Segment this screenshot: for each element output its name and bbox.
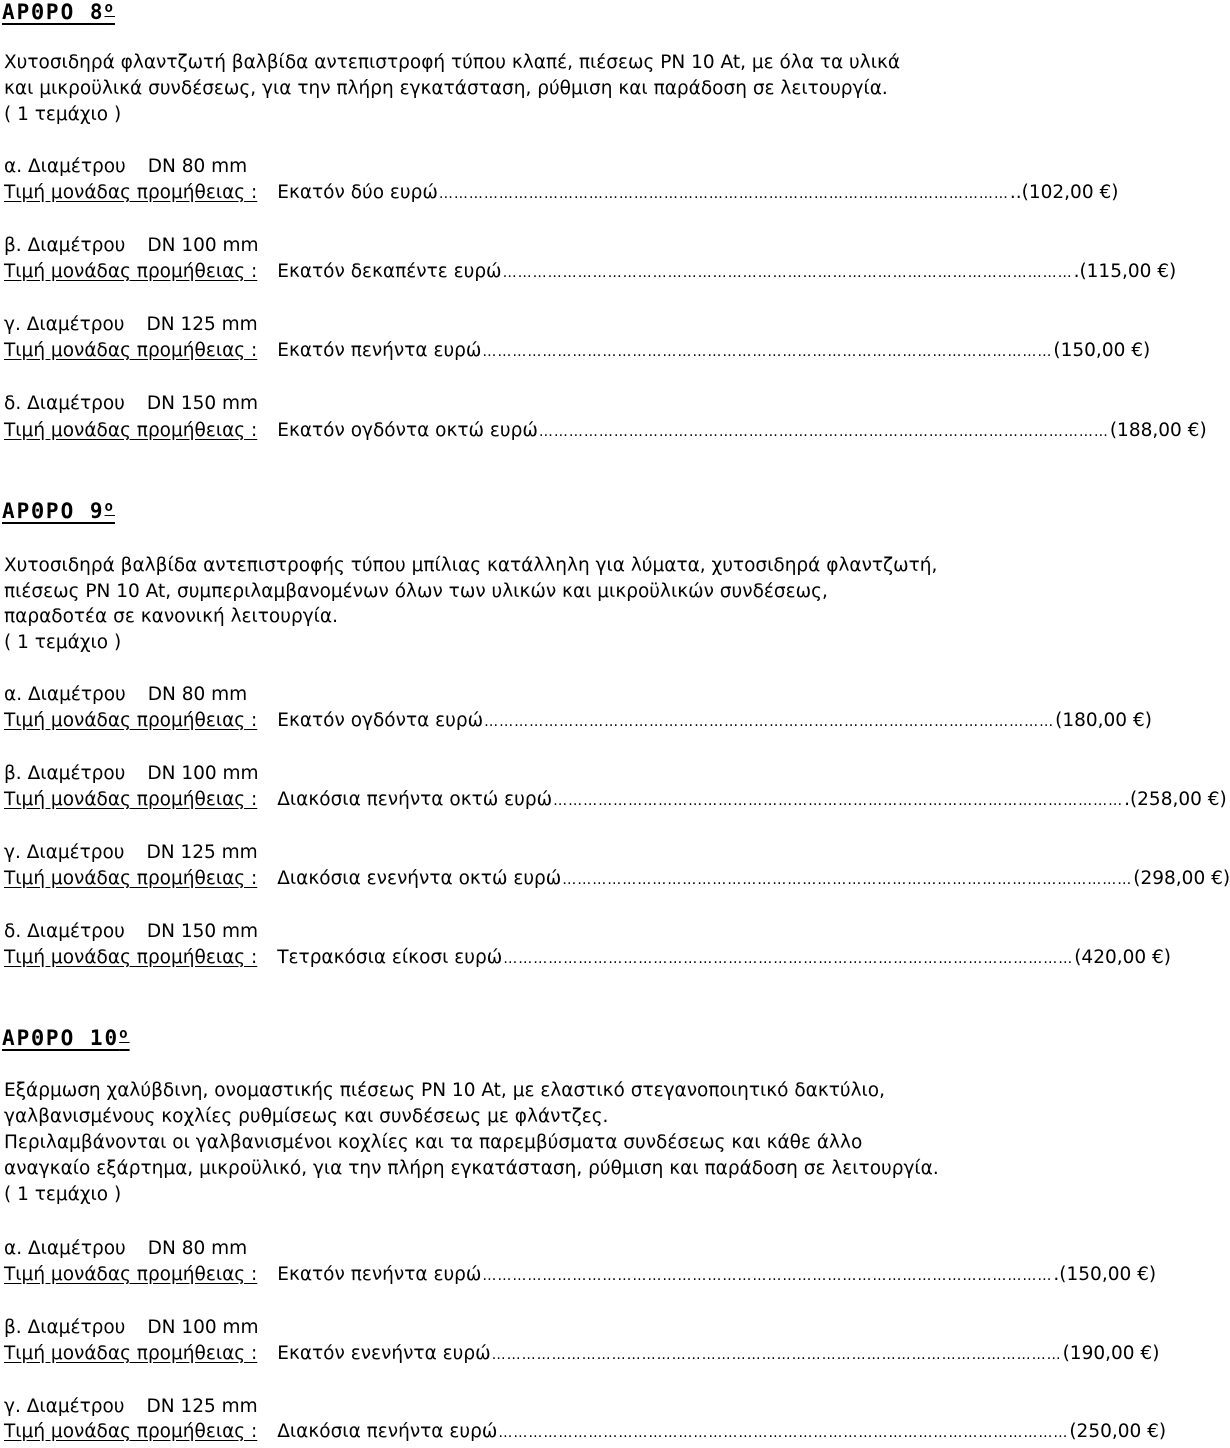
item-diameter: α. Διαμέτρου DN 80 mm [4, 156, 248, 177]
price-amount: (420,00 €) [1074, 947, 1172, 968]
unit-price-label: Τιμή μονάδας προμήθειας : [4, 340, 258, 361]
item-diameter: δ. Διαμέτρου DN 150 mm [4, 921, 259, 942]
price-in-words: Εκατόν ογδόντα ευρώ [277, 710, 484, 731]
article-description-line: και μικροϋλικά συνδέσεως, για την πλήρη εγκατάσταση, ρύθμιση και παράδοση σε λειτουργία. [4, 78, 888, 99]
unit-price-label: Τιμή μονάδας προμήθειας : [4, 710, 258, 731]
unit-price-label: Τιμή μονάδας προμήθειας : [4, 789, 258, 810]
price-in-words: Εκατόν πενήντα ευρώ [277, 340, 482, 361]
unit-price-label: Τιμή μονάδας προμήθειας : [4, 420, 258, 441]
leader-dots: …………………………………………………………………………………………………… [498, 1425, 1069, 1441]
price-row [4, 947, 1172, 968]
article-description-line: Εξάρμωση χαλύβδινη, ονομαστικής πιέσεως PN 10 At, με ελαστικό στεγανοποιητικό δακτύλιο, [4, 1080, 885, 1101]
price-row [4, 868, 1230, 889]
leader-dots: …………………………………………………………………………………………………… [502, 265, 1073, 281]
article-heading: ΑΡΘΡΟ $8^o$ [2, 0, 115, 24]
price-amount: (190,00 €) [1062, 1343, 1160, 1364]
leader-dots: …………………………………………………………………………………………………… [484, 714, 1055, 730]
price-in-words: Διακόσια πενήντα οκτώ ευρώ [277, 789, 553, 810]
item-diameter: β. Διαμέτρου DN 100 mm [4, 235, 259, 256]
leader-dots: …………………………………………………………………………………………………… [482, 344, 1053, 360]
article-description-line: παραδοτέα σε κανονική λειτουργία. [4, 606, 338, 627]
price-in-words: Τετρακόσια είκοσι ευρώ [277, 947, 503, 968]
leader-dots: …………………………………………………………………………………………………… [503, 951, 1074, 967]
quantity-note: ( 1 τεμάχιο ) [4, 104, 122, 125]
article-description-line: Περιλαμβάνονται οι γαλβανισμένοι κοχλίες και τα παρεμβύσματα συνδέσεως και κάθε άλλο [4, 1132, 863, 1153]
price-amount: .(150,00 €) [1053, 1264, 1157, 1285]
unit-price-label: Τιμή μονάδας προμήθειας : [4, 868, 258, 889]
price-row [4, 1264, 1157, 1285]
leader-dots: …………………………………………………………………………………………………… [438, 186, 1009, 202]
price-amount: (188,00 €) [1109, 420, 1207, 441]
item-diameter: δ. Διαμέτρου DN 150 mm [4, 393, 259, 414]
leader-dots: …………………………………………………………………………………………………… [562, 872, 1133, 888]
price-in-words: Εκατόν πενήντα ευρώ [277, 1264, 482, 1285]
price-amount: (298,00 €) [1133, 868, 1230, 889]
quantity-note: ( 1 τεμάχιο ) [4, 632, 122, 653]
unit-price-label: Τιμή μονάδας προμήθειας : [4, 1264, 258, 1285]
price-in-words: Διακόσια πενήντα ευρώ [277, 1421, 498, 1442]
item-diameter: α. Διαμέτρου DN 80 mm [4, 1238, 248, 1259]
leader-dots: …………………………………………………………………………………………………… [491, 1347, 1062, 1363]
article-description-line: γαλβανισμένους κοχλίες ρυθμίσεως και συνδέσεως με φλάντζες. [4, 1106, 609, 1127]
price-row [4, 182, 1119, 203]
article-description-line: αναγκαίο εξάρτημα, μικροϋλικό, για την πλήρη εγκατάσταση, ρύθμιση και παράδοση σε λειτουργία. [4, 1158, 939, 1179]
price-row [4, 340, 1151, 361]
article-heading: ΑΡΘΡΟ $9^o$ [2, 499, 115, 523]
price-amount: (150,00 €) [1053, 340, 1151, 361]
article-description-line: πιέσεως PN 10 At, συμπεριλαμβανομένων όλων των υλικών και μικροϋλικών συνδέσεως, [4, 581, 828, 602]
unit-price-label: Τιμή μονάδας προμήθειας : [4, 261, 258, 282]
price-amount: .(115,00 €) [1073, 261, 1177, 282]
leader-dots: …………………………………………………………………………………………………… [482, 1268, 1053, 1284]
price-in-words: Εκατόν ογδόντα οκτώ ευρώ [277, 420, 538, 441]
item-diameter: γ. Διαμέτρου DN 125 mm [4, 314, 258, 335]
price-row [4, 261, 1177, 282]
quantity-note: ( 1 τεμάχιο ) [4, 1184, 122, 1205]
unit-price-label: Τιμή μονάδας προμήθειας : [4, 947, 258, 968]
price-row [4, 789, 1227, 810]
article-description-line: Χυτοσιδηρά φλαντζωτή βαλβίδα αντεπιστροφή τύπου κλαπέ, πιέσεως PN 10 At, με όλα τα υλικά [4, 52, 901, 73]
price-in-words: Εκατόν δύο ευρώ [277, 182, 438, 203]
article-heading: ΑΡΘΡΟ $10^o$ [2, 1026, 130, 1050]
item-diameter: γ. Διαμέτρου DN 125 mm [4, 1396, 258, 1417]
item-diameter: β. Διαμέτρου DN 100 mm [4, 763, 259, 784]
unit-price-label: Τιμή μονάδας προμήθειας : [4, 182, 258, 203]
leader-dots: …………………………………………………………………………………………………… [553, 793, 1124, 809]
price-in-words: Εκατόν δεκαπέντε ευρώ [277, 261, 502, 282]
price-row [4, 1343, 1160, 1364]
unit-price-label: Τιμή μονάδας προμήθειας : [4, 1421, 258, 1442]
leader-dots: …………………………………………………………………………………………………… [538, 424, 1109, 440]
price-amount: ..(102,00 €) [1009, 182, 1119, 203]
price-row [4, 1421, 1167, 1442]
price-amount: (250,00 €) [1069, 1421, 1167, 1442]
item-diameter: α. Διαμέτρου DN 80 mm [4, 684, 248, 705]
price-amount: (180,00 €) [1055, 710, 1152, 731]
price-row [4, 710, 1152, 731]
item-diameter: β. Διαμέτρου DN 100 mm [4, 1317, 259, 1338]
unit-price-label: Τιμή μονάδας προμήθειας : [4, 1343, 258, 1364]
price-in-words: Διακόσια ενενήντα οκτώ ευρώ [277, 868, 562, 889]
item-diameter: γ. Διαμέτρου DN 125 mm [4, 842, 258, 863]
price-row [4, 420, 1207, 441]
price-amount: .(258,00 €) [1124, 789, 1227, 810]
price-in-words: Εκατόν ενενήντα ευρώ [277, 1343, 491, 1364]
article-description-line: Χυτοσιδηρά βαλβίδα αντεπιστροφής τύπου μπίλιας κατάλληλη για λύματα, χυτοσιδηρά φλαντζωτή, [4, 555, 938, 576]
